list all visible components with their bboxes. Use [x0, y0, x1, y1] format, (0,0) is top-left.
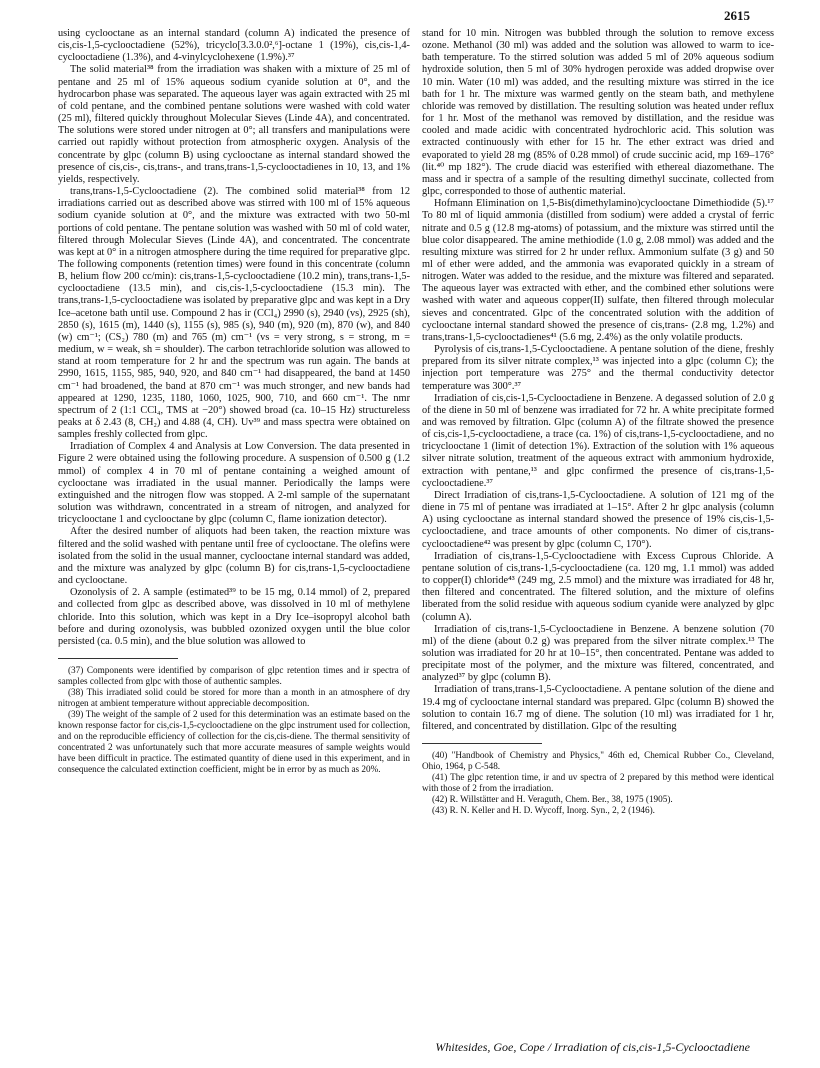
footnote: (37) Components were identified by comparison of glpc retention times and ir spectra of samples collected from glpc with those of authentic samples. — [58, 664, 410, 686]
paragraph: Hofmann Elimination on 1,5-Bis(dimethylamino)cyclooctane Dimethiodide (5).¹⁷ To 80 ml of liquid ammonia (distilled from sodium) were added a crystal of ferric nitrate and 0.5 g (12.8 mg-atoms) of potassium, and the mixture was stirred until the blue color disappeared. The amine methiodide (1.0 g, 2.08 mmol) was added and the resulting mixture was stirred for 2 hr under reflux. Ammonium sulfate (3 g) and 50 ml of ether were added, and the ammonia was evaporated quickly in a stream of nitrogen. Water was added to the residue, and the mixture was filtered and separated. The aqueous layer was extracted with ether, and the combined ether solutions were washed with water and aqueous copper(II) sulfate, then filtered through molecular sieves and concentrated. Glpc of the concentrated solution with the addition of cyclooctane internal standard showed the presence of cis,trans- (2.8 mg, 1.2%) and trans,trans-1,5-cyclooctadienes⁴¹ (5.6 mg, 2.4%) as the only volatile products. — [422, 198, 774, 343]
paragraph: The solid material³⁸ from the irradiation was shaken with a mixture of 25 ml of pentane and 25 ml of 15% aqueous sodium cyanide solution at 0°, and the hydrocarbon phase was separated. The aqueous layer was again extracted with 25 ml of cold pentane, and the combined pentane solutions were washed with cold water (25 ml), filtered quickly throughout Molecular Sieves (Linde 4A), and concentrated. The solutions were stored under nitrogen at 0°; all transfers and manipulations were carried out rapidly without protection from atmospheric oxygen. Analysis of the concentrate by glpc (column B) using cyclooctane as internal standard showed the presence of cis,cis-, cis,trans-, and trans,trans-1,5-cyclooctadienes in 10, 13, and 1% yields, respectively. — [58, 64, 410, 185]
running-footer: Whitesides, Goe, Cope / Irradiation of cis,cis-1,5-Cyclooctadiene — [435, 1040, 750, 1054]
footnote: (40) "Handbook of Chemistry and Physics," 46th ed, Chemical Rubber Co., Cleveland, Ohio, 1964, p C-548. — [422, 750, 774, 772]
footnote: (41) The glpc retention time, ir and uv spectra of 2 prepared by this method were identical with those of 2 from the irradiation. — [422, 772, 774, 794]
paragraph: Irradiation of Complex 4 and Analysis at Low Conversion. The data presented in Figure 2 were obtained using the following procedure. A suspension of 0.500 g (1.2 mmol) of complex 4 in 70 ml of pentane containing a weighed amount of cyclooctane was irradiated in the usual manner. Periodically the lamps were extinguished and the nitrogen flow was stopped. A 2-ml sample of the supernatant solution was withdrawn, concentrated in a stream of nitrogen, and analyzed for tricyclooctane 1 and cyclooctane by glpc (column C, flame ionization detector). — [58, 441, 410, 526]
left-column — [58, 28, 410, 775]
footnote-divider — [58, 658, 178, 659]
footnotes-right — [422, 750, 774, 816]
paragraph: Pyrolysis of cis,trans-1,5-Cyclooctadiene. A pentane solution of the diene, freshly prepared from its silver nitrate complex,¹³ was injected into a glpc (column C); the injection port temperature was 275° and the thermal conductivity detector temperature was 300°.³⁷ — [422, 344, 774, 392]
footnote: (39) The weight of the sample of 2 used for this determination was an estimate based on the known response factor for cis,cis-1,5-cyclooctadiene on the glpc instrument used for collection, and on the reproducible efficiency of collection for the cis,cis-diene. The thermal sensitivity of concentrated 2 was unfortunately such that more accurate measures of sample weights would have been difficult in practice. The estimated quantity of diene used in this experiment, and in consequence the calculated extinction coefficient, might be in error by as much as 20%. — [58, 708, 410, 774]
paragraph: Ozonolysis of 2. A sample (estimated³⁹ to be 15 mg, 0.14 mmol) of 2, prepared and collected from glpc as described above, was dissolved in 10 ml of methylene chloride. Into this solution, which was kept in a Dry Ice–isopropyl alcohol bath before and during ozonolysis, was bubbled ozonized oxygen until the blue color persisted (ca. 0.5 min), and the blue solution was allowed to — [58, 587, 410, 647]
paragraph: Irradiation of cis,cis-1,5-Cyclooctadiene in Benzene. A degassed solution of 2.0 g of the diene in 50 ml of benzene was irradiated for 72 hr. A white precipitate formed and was removed by filtration. Glpc (column A) of the filtrate showed the presence of cis,cis-1,5-cyclooctadiene, a trace (ca. 1%) of cis,trans-1,5-cyclooctadiene, and no tricyclooctane 1 (limit of detection 1%). Extraction of the solution with 1% aqueous silver nitrate solution, treatment of the aqueous extract with ammonium hydroxide, extraction with pentane,¹³ and glpc confirmed the presence of cis,trans-1,5-cyclooctadiene.³⁷ — [422, 392, 774, 489]
footnote: (42) R. Willstätter and H. Veraguth, Chem. Ber., 38, 1975 (1905). — [432, 794, 673, 805]
footnote: (43) R. N. Keller and H. D. Wycoff, Inorg. Syn., 2, 2 (1946). — [432, 805, 655, 816]
paragraph: trans,trans-1,5-Cyclooctadiene (2). The combined solid material³⁸ from 12 irradiations carried out as described above was stirred with 100 ml of 15% aqueous sodium cyanide solution at 0°, and the mixture was extracted with two 50-ml portions of cold pentane. The pentane solution was washed with 50 ml of cold water, filtered through Molecular Sieves (Linde 4A), and concentrated. The concentrate was kept at 0° in a nitrogen atmosphere during the time required for preparative glpc. The following components (retention times) were found in this concentrate (column B, helium flow 200 cc/min): cis,trans-1,5-cyclooctadiene (10.2 min), trans,trans-1,5-cyclooctadiene (13.5 min), and cis,cis-1,5-cyclooctadiene (15.3 min). The trans,trans-1,5-cyclooctadiene was isolated by preparative glpc and was kept in a Dry Ice–acetone bath until use. Compound 2 has ir (CCl₄) 2990 (s), 2940 (vs), 2925 (sh), 2850 (s), 1615 (m), 1440 (s), 1155 (s), 985 (s), 940 (m), 920 (m), 870 (w), and 840 (w) cm⁻¹; (CS₂) 780 (m) and 765 (m) cm⁻¹ (vs = very strong, s = strong, m = medium, w = weak, sh = shoulder). The carbon tetrachloride solution was allowed to stand at room temperature for 2 hr and the spectrum was run again. The bands at 2990, 1615, 1155, 985, 940, 920, and 840 cm⁻¹ had disappeared, the band at 1450 cm⁻¹ had broadened, the band at 870 cm⁻¹ was much stronger, and new bands had appeared at 1290, 1235, 1180, 1060, 1025, 900, 710, and 660 cm⁻¹. The nmr spectrum of 2 (1:1 CCl₄, TMS at −20°) showed broad (ca. 10–15 Hz) structureless peaks at δ 2.43 (8, CH₂) and 4.88 (4, CH). Uv³⁹ and mass spectra were obtained on samples freshly collected from glpc. — [58, 186, 410, 441]
footnote-divider — [422, 743, 542, 744]
right-column — [422, 28, 774, 816]
paragraph: Irradiation of cis,trans-1,5-Cyclooctadiene with Excess Cuprous Chloride. A pentane solution of cis,trans-1,5-cyclooctadiene (ca. 120 mg, 1.1 mmol) was added to copper(I) chloride⁴³ (249 mg, 2.5 mmol) and the mixture was irradiated for 48 hr, then filtered and concentrated. The filtered solution, and the mixture of olefins liberated from the solid residue with aqueous sodium cyanide were analyzed by glpc (column A). — [422, 550, 774, 623]
page-number: 2615 — [724, 8, 750, 23]
paragraph: After the desired number of aliquots had been taken, the reaction mixture was filtered and the solid washed with pentane until free of cyclooctane. The olefins were isolated from the solid in the usual manner, cyclooctane internal standard was added, and the mixture was analyzed by glpc (column B) for cis,trans-1,5-cyclooctadiene and cyclooctane. — [58, 526, 410, 587]
paragraph: stand for 10 min. Nitrogen was bubbled through the solution to remove excess ozone. Methanol (30 ml) was added and the solution was allowed to warm to ice-bath temperature. To the stirred solution was added 5 ml of 20% aqueous sodium hydroxide solution, then 5 ml of 30% hydrogen peroxide was added dropwise over 10 min. Water (10 ml) was added, and the resulting mixture was stirred in the ice bath for 1 hr. The mixture was warmed gently on the steam bath, and methylene chloride was removed by distillation. The resulting solution was heated under reflux for 1 hr. Most of the methanol was removed by distillation, and the residue was cooled and made acidic with concentrated hydrochloric acid. This solution was extracted continuously with ether for 15 hr. The ether extract was dried and evaporated to yield 28 mg (85% of 0.28 mmol) of crude succinic acid, mp 169–176° (lit.⁴⁰ mp 182°). The crude diacid was esterified with ethereal diazomethane. The mass and ir spectra of a sample of the resulting dimethyl succinate, collected from glpc, corresponded to those of authentic material. — [422, 28, 774, 198]
paragraph: Irradiation of trans,trans-1,5-Cyclooctadiene. A pentane solution of the diene and 19.4 mg of cyclooctane internal standard was prepared. Glpc (column B) showed the solution to contain 16.7 mg of diene. The solution (10 ml) was irradiated for 1 hr, filtered, and concentrated by distillation. Glpc of the resulting — [422, 684, 774, 732]
paragraph: Irradiation of cis,trans-1,5-Cyclooctadiene in Benzene. A benzene solution (70 ml) of the diene (about 0.2 g) was prepared from the silver nitrate complex.¹³ The solution was irradiated for 20 hr at 10–15°, then concentrated. Pentane was added to precipitate most of the polymer, and the mixture was filtered, concentrated, and analyzed³⁷ by glpc (column B). — [422, 623, 774, 684]
paragraph: Direct Irradiation of cis,trans-1,5-Cyclooctadiene. A solution of 121 mg of the diene in 75 ml of pentane was irradiated at 1–15°. After 2 hr glpc analysis (column A) using cyclooctane as internal standard showed the presence of 19% cis,cis-1,5-cyclooctadiene, and trace amounts of other components. No dimer of cis,trans-cyclooctadiene⁴² was present by glpc (column C, 170°). — [422, 489, 774, 550]
paragraph: using cyclooctane as an internal standard (column A) indicated the presence of cis,cis-1,5-cyclooctadiene (52%), tricyclo[3.3.0.0²,⁶]-octane 1 (19%), cis,cis-1,4-cyclooctadiene (1.3%), and 4-vinylcyclohexene (1.9%).³⁷ — [58, 28, 410, 64]
footnotes-left — [58, 665, 410, 775]
footnote: (38) This irradiated solid could be stored for more than a month in an atmosphere of dry nitrogen at ambient temperature without appreciable decomposition. — [58, 686, 410, 708]
